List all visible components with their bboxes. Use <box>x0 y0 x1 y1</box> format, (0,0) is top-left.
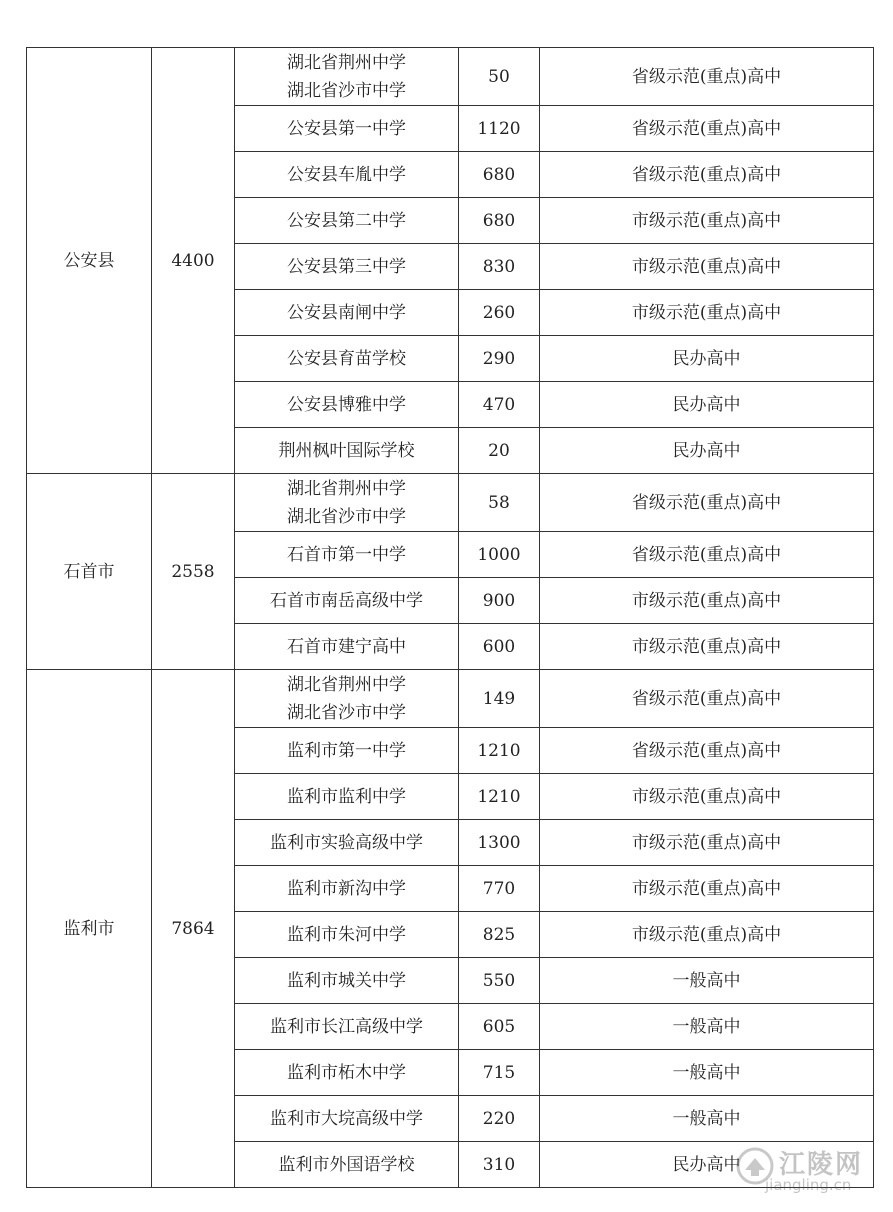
school-name-cell <box>235 958 459 1004</box>
school-name: 监利市新沟中学 <box>287 878 406 899</box>
quota-value: 1120 <box>459 106 540 152</box>
quota-value: 830 <box>459 244 540 290</box>
school-name: 荆州枫叶国际学校 <box>278 440 415 461</box>
school-name-cell <box>235 866 459 912</box>
school-name-cell <box>235 290 459 336</box>
school-type: 市级示范(重点)高中 <box>540 244 874 290</box>
school-type: 一般高中 <box>540 1096 874 1142</box>
school-name: 石首市第一中学 <box>287 544 406 565</box>
school-name-cell <box>235 48 459 106</box>
school-type: 省级示范(重点)高中 <box>540 48 874 106</box>
school-name: 湖北省荆州中学 <box>287 674 406 695</box>
school-name: 湖北省沙市中学 <box>287 506 406 527</box>
school-name-cell <box>235 244 459 290</box>
school-name-cell <box>235 578 459 624</box>
school-name-cell <box>235 532 459 578</box>
school-type: 省级示范(重点)高中 <box>540 152 874 198</box>
school-name-cell <box>235 1096 459 1142</box>
school-name: 监利市实验高级中学 <box>270 832 423 853</box>
quota-value: 1210 <box>459 728 540 774</box>
school-name-cell <box>235 1004 459 1050</box>
school-type: 市级示范(重点)高中 <box>540 290 874 336</box>
school-name: 公安县博雅中学 <box>287 394 406 415</box>
school-type: 省级示范(重点)高中 <box>540 106 874 152</box>
school-name: 湖北省荆州中学 <box>287 478 406 499</box>
school-type: 一般高中 <box>540 958 874 1004</box>
quota-value: 605 <box>459 1004 540 1050</box>
school-name-cell <box>235 428 459 474</box>
school-name-cell <box>235 912 459 958</box>
quota-value: 220 <box>459 1096 540 1142</box>
school-name-cell <box>235 728 459 774</box>
school-type: 省级示范(重点)高中 <box>540 670 874 728</box>
school-name: 监利市朱河中学 <box>287 924 406 945</box>
school-type: 市级示范(重点)高中 <box>540 578 874 624</box>
school-name: 监利市长江高级中学 <box>270 1016 423 1037</box>
region-name: 公安县 <box>27 48 152 474</box>
watermark <box>735 1142 885 1198</box>
school-name: 监利市柘木中学 <box>287 1062 406 1083</box>
school-name: 公安县车胤中学 <box>287 164 406 185</box>
school-name: 监利市大垸高级中学 <box>270 1108 423 1129</box>
school-name-cell <box>235 336 459 382</box>
watermark-url: jiangling.cn <box>765 1176 852 1194</box>
school-type: 一般高中 <box>540 1004 874 1050</box>
school-type: 省级示范(重点)高中 <box>540 728 874 774</box>
school-name: 监利市城关中学 <box>287 970 406 991</box>
school-type: 市级示范(重点)高中 <box>540 624 874 670</box>
quota-value: 1210 <box>459 774 540 820</box>
school-type: 民办高中 <box>540 428 874 474</box>
quota-value: 1000 <box>459 532 540 578</box>
school-name-cell <box>235 382 459 428</box>
quota-value: 600 <box>459 624 540 670</box>
quota-value: 1300 <box>459 820 540 866</box>
quota-value: 470 <box>459 382 540 428</box>
quota-value: 50 <box>459 48 540 106</box>
quota-value: 260 <box>459 290 540 336</box>
school-name: 公安县第一中学 <box>287 118 406 139</box>
school-name: 石首市建宁高中 <box>287 636 406 657</box>
watermark-name: 江陵网 <box>779 1150 864 1180</box>
quota-value: 825 <box>459 912 540 958</box>
quota-value: 680 <box>459 152 540 198</box>
school-name-cell <box>235 474 459 532</box>
quota-value: 149 <box>459 670 540 728</box>
school-type: 市级示范(重点)高中 <box>540 198 874 244</box>
school-name-cell <box>235 774 459 820</box>
school-type: 民办高中 <box>540 336 874 382</box>
school-type: 市级示范(重点)高中 <box>540 866 874 912</box>
school-name-cell <box>235 820 459 866</box>
region-total: 4400 <box>152 48 235 474</box>
school-name: 公安县育苗学校 <box>287 348 406 369</box>
quota-value: 900 <box>459 578 540 624</box>
school-name-cell <box>235 670 459 728</box>
school-name: 公安县第三中学 <box>287 256 406 277</box>
quota-table <box>26 47 874 1188</box>
region-total: 7864 <box>152 670 235 1188</box>
school-name-cell <box>235 152 459 198</box>
quota-value: 58 <box>459 474 540 532</box>
school-type: 市级示范(重点)高中 <box>540 820 874 866</box>
region-name: 石首市 <box>27 474 152 670</box>
school-type: 民办高中 <box>540 382 874 428</box>
school-name: 公安县南闸中学 <box>287 302 406 323</box>
school-name: 湖北省沙市中学 <box>287 702 406 723</box>
school-type: 一般高中 <box>540 1050 874 1096</box>
school-name: 湖北省沙市中学 <box>287 80 406 101</box>
table-row <box>27 474 874 532</box>
school-name: 监利市监利中学 <box>287 786 406 807</box>
school-type: 省级示范(重点)高中 <box>540 474 874 532</box>
school-name: 湖北省荆州中学 <box>287 52 406 73</box>
table-row <box>27 670 874 728</box>
region-total: 2558 <box>152 474 235 670</box>
quota-value: 715 <box>459 1050 540 1096</box>
quota-value: 290 <box>459 336 540 382</box>
school-name: 公安县第二中学 <box>287 210 406 231</box>
quota-value: 310 <box>459 1142 540 1188</box>
school-name-cell <box>235 106 459 152</box>
quota-value: 20 <box>459 428 540 474</box>
school-name: 监利市第一中学 <box>287 740 406 761</box>
school-name-cell <box>235 624 459 670</box>
quota-value: 550 <box>459 958 540 1004</box>
school-name-cell <box>235 198 459 244</box>
school-name: 监利市外国语学校 <box>278 1154 415 1175</box>
school-name: 石首市南岳高级中学 <box>270 590 423 611</box>
school-name-cell <box>235 1142 459 1188</box>
quota-value: 770 <box>459 866 540 912</box>
region-name: 监利市 <box>27 670 152 1188</box>
school-type: 市级示范(重点)高中 <box>540 774 874 820</box>
school-name-cell <box>235 1050 459 1096</box>
table-row <box>27 48 874 106</box>
school-type: 民办高中 <box>540 1142 874 1188</box>
quota-value: 680 <box>459 198 540 244</box>
school-type: 省级示范(重点)高中 <box>540 532 874 578</box>
school-type: 市级示范(重点)高中 <box>540 912 874 958</box>
